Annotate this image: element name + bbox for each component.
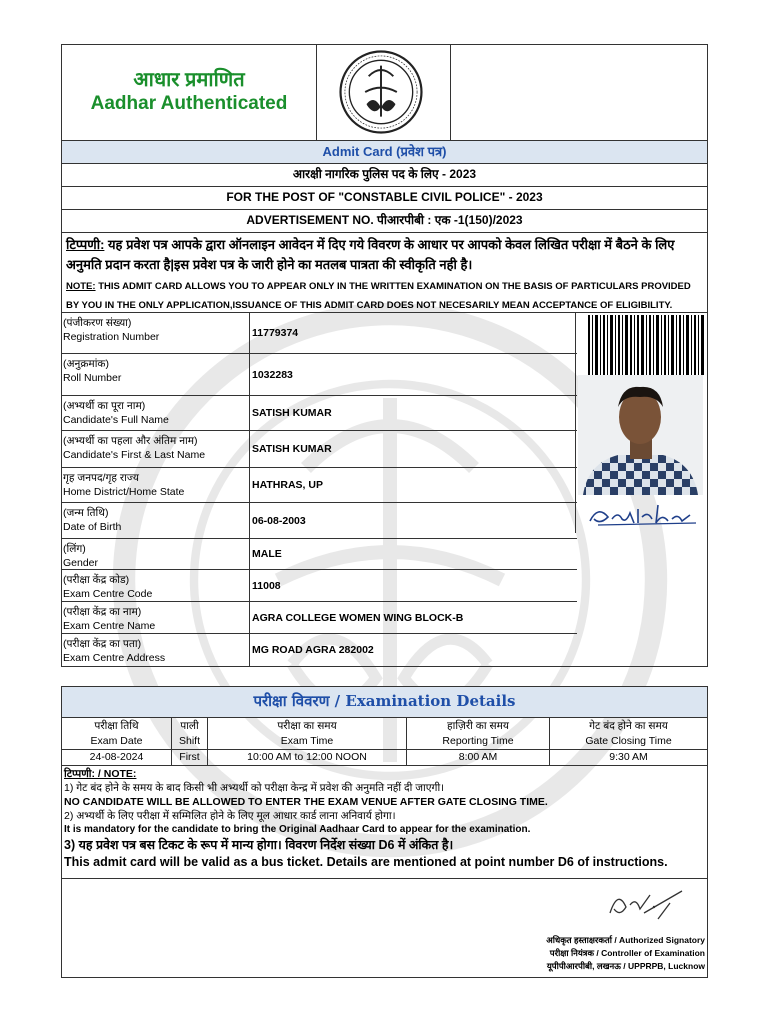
admit-note xyxy=(61,233,708,313)
header-block xyxy=(61,44,708,141)
note-3-hindi: 3) यह प्रवेश पत्र बस टिकट के रूप में मान्य होगा। विवरण निर्देश संख्या D6 में अंकित है। xyxy=(64,838,454,852)
detail-value-centre-code: 11008 xyxy=(252,579,281,592)
detail-label: (अनुक्रमांक) Roll Number xyxy=(62,354,250,395)
detail-label: गृह जनपद/गृह राज्य Home District/Home State xyxy=(62,468,250,502)
candidate-signature xyxy=(578,495,703,532)
candidate-details-table xyxy=(61,313,708,667)
logo-cell xyxy=(316,45,451,140)
notes-divider xyxy=(62,878,707,879)
admit-card-title: Admit Card (प्रवेश पत्र) xyxy=(61,141,708,164)
detail-value-registration: 11779374 xyxy=(252,327,299,339)
detail-label: (लिंग) Gender xyxy=(62,539,250,569)
detail-row-fullname xyxy=(62,396,577,431)
detail-row-gender xyxy=(62,539,577,570)
note-1-english: NO CANDIDATE WILL BE ALLOWED TO ENTER THE EXAM VENUE AFTER GATE CLOSING TIME. xyxy=(64,796,548,808)
detail-label: (परीक्षा केंद्र का पता) Exam Centre Address xyxy=(62,634,250,666)
col-header-gate-closing: गेट बंद होने का समय Gate Closing Time xyxy=(550,718,707,750)
aadhar-hindi-label: आधार प्रमाणित xyxy=(133,69,245,91)
detail-value-roll: 1032283 xyxy=(252,368,293,381)
detail-row-centre-name xyxy=(62,602,577,634)
col-header-reporting-time: हाज़िरी का समय Reporting Time xyxy=(407,718,550,750)
col-header-shift: पाली Shift xyxy=(172,718,208,750)
detail-value-gender: MALE xyxy=(252,548,282,560)
detail-label: (अभ्यर्थी का पूरा नाम) Candidate's Full Name xyxy=(62,396,250,430)
authority-block xyxy=(546,934,705,973)
notes-label: टिप्पणी: / NOTE: xyxy=(64,768,137,780)
advertisement-number: ADVERTISEMENT NO. पीआरपीबी : एक -1(150)/2023 xyxy=(61,210,708,233)
detail-row-dob xyxy=(62,503,577,539)
detail-value-firstlast: SATISH KUMAR xyxy=(252,443,332,455)
detail-row-district xyxy=(62,468,577,503)
exam-time-value: 10:00 AM to 12:00 NOON xyxy=(208,750,407,766)
authority-signature xyxy=(600,883,690,929)
detail-value-dob: 06-08-2003 xyxy=(252,514,306,527)
note-2-hindi: 2) अभ्यर्थी के लिए परीक्षा में सम्मिलित होने के लिए मूल आधार कार्ड लाना अनिवार्य होगा। xyxy=(64,810,396,822)
detail-label: (जन्म तिथि) Date of Birth xyxy=(62,503,250,538)
note-hindi-text: यह प्रवेश पत्र आपके द्वारा ऑनलाइन आवेदन में दिए गये विवरण के आधार पर आपको केवल लिखित परीक्षा में बैठने के लिए अनुमति प्रदान करता है|इस प्रवेश पत्र के जारी होने का मतलब पात्रता की स्वीकृति नही है। xyxy=(66,237,675,272)
note-2-english: It is mandatory for the candidate to bring the Original Aadhaar Card to appear for the examination. xyxy=(64,824,531,835)
authority-line-3: यूपीपीआरपीबी, लखनऊ / UPPRPB, Lucknow xyxy=(546,961,705,971)
detail-value-district: HATHRAS, UP xyxy=(252,479,323,491)
detail-label: (परीक्षा केंद्र कोड) Exam Centre Code xyxy=(62,570,250,601)
detail-row-firstlast xyxy=(62,431,577,468)
note-1-hindi: 1) गेट बंद होने के समय के बाद किसी भी अभ्यर्थी को परीक्षा केन्द्र में प्रवेश की अनुमति नहीं दी जाएगी। xyxy=(64,782,445,794)
note-english xyxy=(66,277,703,315)
barcode-icon xyxy=(588,315,706,375)
authority-line-1: अधिकृत हस्ताक्षरकर्ता / Authorized Signatory xyxy=(546,935,705,945)
reporting-time-value: 8:00 AM xyxy=(407,750,550,766)
aadhar-cell xyxy=(62,45,317,140)
exam-details-title: परीक्षा विवरण / Examination Details xyxy=(62,687,707,718)
detail-label: (अभ्यर्थी का पहला और अंतिम नाम) Candidate's First & Last Name xyxy=(62,431,250,467)
exam-notes xyxy=(64,767,704,871)
detail-row-roll xyxy=(62,354,577,396)
board-seal-icon xyxy=(336,48,426,136)
note-hindi xyxy=(66,235,703,275)
detail-value-centre-address: MG ROAD AGRA 282002 xyxy=(252,644,374,656)
detail-label: (पंजीकरण संख्या) Registration Number xyxy=(62,313,250,353)
note-english-label: NOTE: xyxy=(66,281,96,292)
col-header-exam-time: परीक्षा का समय Exam Time xyxy=(208,718,407,750)
detail-value-centre-name: AGRA COLLEGE WOMEN WING BLOCK-B xyxy=(252,611,464,624)
exam-date-value: 24-08-2024 xyxy=(62,750,172,766)
detail-label: (परीक्षा केंद्र का नाम) Exam Centre Name xyxy=(62,602,250,633)
photo-column xyxy=(575,313,707,533)
note-english-text: THIS ADMIT CARD ALLOWS YOU TO APPEAR ONLY IN THE WRITTEN EXAMINATION ON THE BASIS OF PARTICULARS PROVIDED BY YOU IN THE ONLY APPLICATION,ISSUANCE OF THIS ADMIT CARD DOES NOT NECESARILY MEAN ACCEPTANCE OF ELIGIBILITY. xyxy=(66,281,691,311)
detail-row-centre-address xyxy=(62,634,577,666)
note-hindi-label: टिप्पणी: xyxy=(66,237,105,252)
detail-row-centre-code xyxy=(62,570,577,602)
authority-line-2: परीक्षा नियंत्रक / Controller of Examination xyxy=(549,948,705,958)
note-3-english: This admit card will be valid as a bus ticket. Details are mentioned at point number D6 of instructions. xyxy=(64,855,668,869)
candidate-photo xyxy=(578,375,703,495)
post-title-english: FOR THE POST OF "CONSTABLE CIVIL POLICE" - 2023 xyxy=(61,187,708,210)
col-header-exam-date: परीक्षा तिथि Exam Date xyxy=(62,718,172,750)
shift-value: First xyxy=(172,750,208,766)
gate-closing-value: 9:30 AM xyxy=(550,750,707,766)
detail-value-fullname: SATISH KUMAR xyxy=(252,407,332,419)
exam-details-section xyxy=(61,686,708,978)
aadhar-english-label: Aadhar Authenticated xyxy=(90,93,288,114)
post-title-hindi: आरक्षी नागरिक पुलिस पद के लिए - 2023 xyxy=(61,164,708,187)
detail-row-registration xyxy=(62,313,577,354)
